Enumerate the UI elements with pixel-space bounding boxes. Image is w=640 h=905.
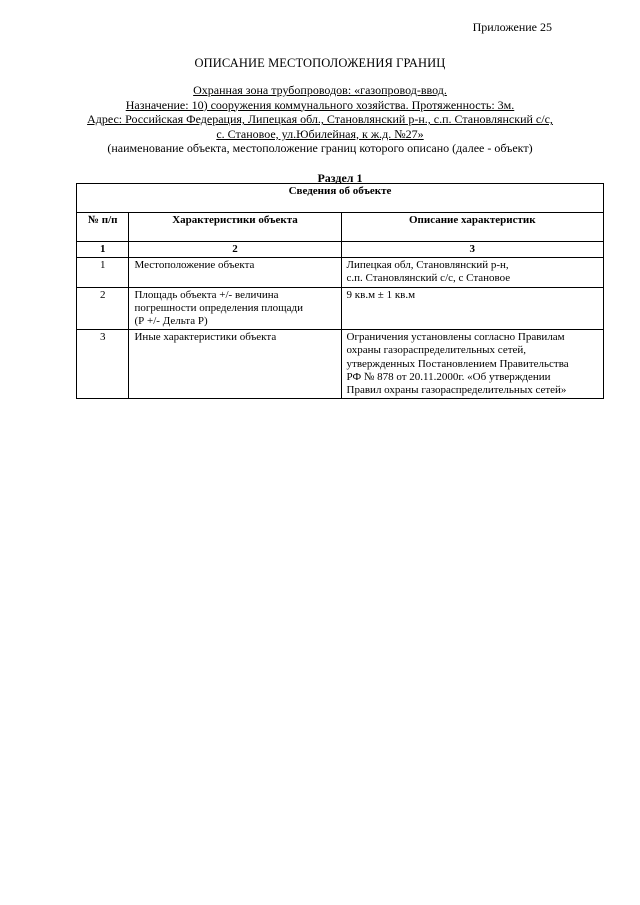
object-caption: (наименование объекта, местоположение границ которого описано (далее - объект) bbox=[107, 141, 533, 156]
object-line-3: Адрес: Российская Федерация, Липецкая обл., Становлянский р-н., с.п. Становлянский с/с, bbox=[87, 112, 553, 127]
appendix-label: Приложение 25 bbox=[472, 20, 552, 34]
row-characteristic bbox=[129, 330, 341, 399]
header-characteristic: Характеристики объекта bbox=[129, 213, 341, 242]
cell-line: Площадь объекта +/- величина bbox=[134, 288, 279, 301]
cell-line: погрешности определения площади bbox=[134, 301, 303, 314]
cell-line: утвержденных Постановлением Правительства bbox=[346, 357, 569, 370]
row-characteristic bbox=[129, 287, 341, 330]
object-line-4: с. Становое, ул.Юбилейная, к ж.д. №27» bbox=[216, 126, 424, 141]
table-caption: Сведения об объекте bbox=[77, 184, 604, 213]
table-header-row bbox=[77, 213, 604, 242]
document-title: ОПИСАНИЕ МЕСТОПОЛОЖЕНИЯ ГРАНИЦ bbox=[194, 56, 446, 70]
object-line-2: Назначение: 10) сооружения коммунального хозяйства. Протяженность: 3м. bbox=[125, 97, 515, 112]
row-description bbox=[341, 330, 603, 399]
cell-line: Местоположение объекта bbox=[134, 259, 255, 272]
cell-line: охраны газораспределительных сетей, bbox=[346, 344, 527, 357]
object-info-table bbox=[76, 183, 604, 399]
table-caption-row bbox=[77, 184, 604, 213]
table-row bbox=[77, 258, 604, 287]
row-characteristic bbox=[129, 258, 341, 287]
row-number: 3 bbox=[77, 330, 129, 399]
row-description bbox=[341, 258, 603, 287]
header-description: Описание характеристик bbox=[341, 213, 603, 242]
table-row bbox=[77, 330, 604, 399]
table-row bbox=[77, 287, 604, 330]
cell-line: Липецкая обл, Становлянский р-н, bbox=[346, 259, 509, 272]
column-number-row bbox=[77, 242, 604, 258]
object-line-1: Охранная зона трубопроводов: «газопровод-ввод. bbox=[193, 83, 447, 97]
cell-line: Правил охраны газораспределительных сетей» bbox=[346, 384, 567, 397]
cell-line: Иные характеристики объекта bbox=[134, 331, 277, 344]
cell-line: Ограничения установлены согласно Правилам bbox=[346, 331, 565, 344]
header-number: № п/п bbox=[77, 213, 129, 242]
section-title: Раздел 1 bbox=[317, 171, 363, 185]
cell-line: 9 кв.м ± 1 кв.м bbox=[346, 288, 416, 301]
object-description bbox=[60, 83, 580, 156]
row-number: 1 bbox=[77, 258, 129, 287]
column-number-2: 2 bbox=[129, 242, 341, 258]
cell-line: с.п. Становлянский с/с, с Становое bbox=[346, 272, 511, 285]
row-description bbox=[341, 287, 603, 330]
cell-line: (Р +/- Дельта Р) bbox=[134, 315, 208, 328]
column-number-1: 1 bbox=[77, 242, 129, 258]
row-number: 2 bbox=[77, 287, 129, 330]
column-number-3: 3 bbox=[341, 242, 603, 258]
cell-line: РФ № 878 от 20.11.2000г. «Об утверждении bbox=[346, 370, 551, 383]
